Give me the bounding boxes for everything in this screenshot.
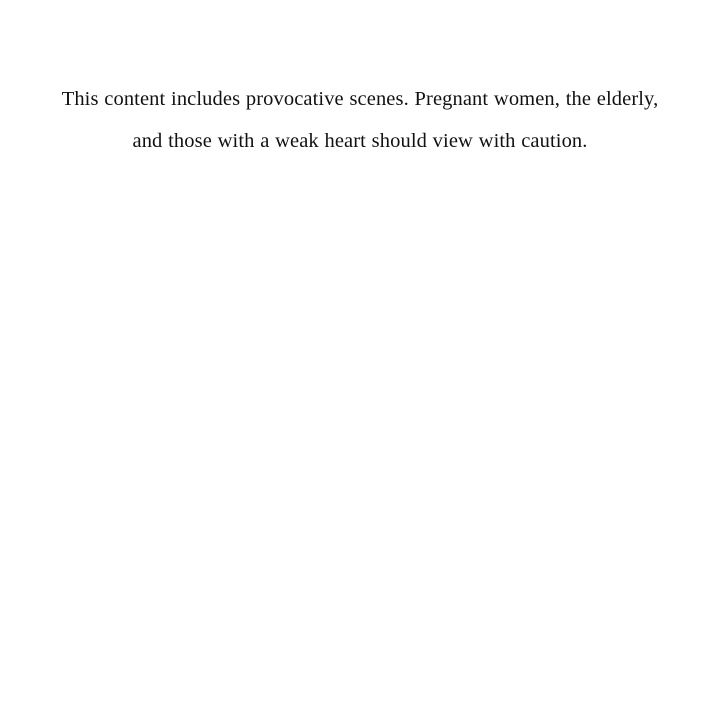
content-warning-text: This content includes provocative scenes. Pregnant women, the elderly, and those with a weak heart should view with caution. — [61, 88, 659, 152]
content-warning-notice — [58, 78, 662, 162]
